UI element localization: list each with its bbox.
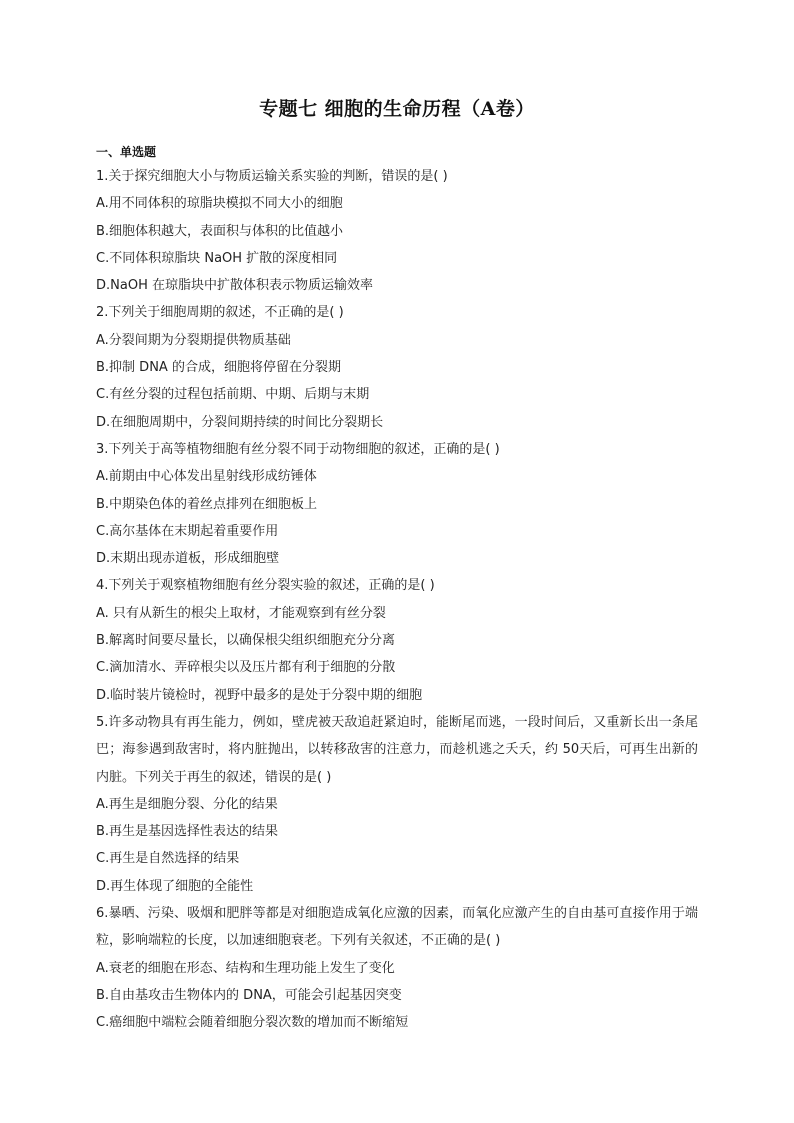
question-stem: 6.暴晒、污染、吸烟和肥胖等都是对细胞造成氧化应激的因素，而氧化应激产生的自由基可直接作用于端粒，影响端粒的长度，以加速细胞衰老。下列有关叙述，不正确的是( ) bbox=[96, 906, 698, 949]
question-stem: 3.下列关于高等植物细胞有丝分裂不同于动物细胞的叙述，正确的是( ) bbox=[96, 441, 500, 457]
section-heading: 一、单选题 bbox=[96, 145, 157, 159]
option-d: D.再生体现了细胞的全能性 bbox=[96, 878, 254, 894]
option-b: B.中期染色体的着丝点排列在细胞板上 bbox=[96, 496, 318, 512]
option-c: C.有丝分裂的过程包括前期、中期、后期与末期 bbox=[96, 387, 370, 403]
option-b: B.抑制 DNA 的合成，细胞将停留在分裂期 bbox=[96, 360, 341, 376]
option-d: D.临时装片镜检时，视野中最多的是处于分裂中期的细胞 bbox=[96, 687, 423, 703]
option-a: A.用不同体积的琼脂块模拟不同大小的细胞 bbox=[96, 196, 343, 212]
question-1 bbox=[96, 163, 698, 299]
option-d: D.在细胞周期中，分裂间期持续的时间比分裂期长 bbox=[96, 414, 384, 430]
option-a: A. 只有从新生的根尖上取材，才能观察到有丝分裂 bbox=[96, 605, 386, 621]
question-4 bbox=[96, 572, 698, 708]
document-title: 专题七 细胞的生命历程（A卷） bbox=[259, 98, 535, 120]
question-2 bbox=[96, 299, 698, 435]
question-5 bbox=[96, 709, 698, 900]
option-a: A.再生是细胞分裂、分化的结果 bbox=[96, 796, 278, 812]
option-a: A.衰老的细胞在形态、结构和生理功能上发生了变化 bbox=[96, 960, 395, 976]
question-stem: 2.下列关于细胞周期的叙述，不正确的是( ) bbox=[96, 305, 344, 321]
option-d: D.NaOH 在琼脂块中扩散体积表示物质运输效率 bbox=[96, 278, 373, 294]
question-6 bbox=[96, 900, 698, 1036]
option-c: C.再生是自然选择的结果 bbox=[96, 851, 240, 867]
question-3 bbox=[96, 436, 698, 572]
question-stem: 1.关于探究细胞大小与物质运输关系实验的判断，错误的是( ) bbox=[96, 169, 448, 184]
option-a: A.前期由中心体发出星射线形成纺锤体 bbox=[96, 469, 317, 485]
document-body bbox=[96, 141, 698, 1037]
option-c: C.滴加清水、弄碎根尖以及压片都有利于细胞的分散 bbox=[96, 660, 396, 676]
option-a: A.分裂间期为分裂期提供物质基础 bbox=[96, 332, 291, 348]
question-stem: 4.下列关于观察植物细胞有丝分裂实验的叙述，正确的是( ) bbox=[96, 578, 435, 594]
option-c: C.癌细胞中端粒会随着细胞分裂次数的增加而不断缩短 bbox=[96, 1015, 409, 1031]
option-c: C.不同体积琼脂块 NaOH 扩散的深度相同 bbox=[96, 250, 338, 266]
option-d: D.末期出现赤道板，形成细胞壁 bbox=[96, 551, 280, 567]
option-b: B.自由基攻击生物体内的 DNA，可能会引起基因突变 bbox=[96, 987, 402, 1003]
option-c: C.高尔基体在末期起着重要作用 bbox=[96, 523, 279, 539]
option-b: B.再生是基因选择性表达的结果 bbox=[96, 824, 279, 840]
option-b: B.解离时间要尽量长，以确保根尖组织细胞充分分离 bbox=[96, 633, 396, 649]
question-stem: 5.许多动物具有再生能力，例如，壁虎被天敌追赶紧迫时，能断尾而逃，一段时间后，又重新长出一条尾巴；海参遇到敌害时，将内脏抛出，以转移敌害的注意力，而趁机逃之夭夭，约 50天后，可再生出新的内脏。下列关于再生的叙述，错误的是( ) bbox=[96, 714, 698, 785]
option-b: B.细胞体积越大，表面积与体积的比值越小 bbox=[96, 223, 344, 239]
